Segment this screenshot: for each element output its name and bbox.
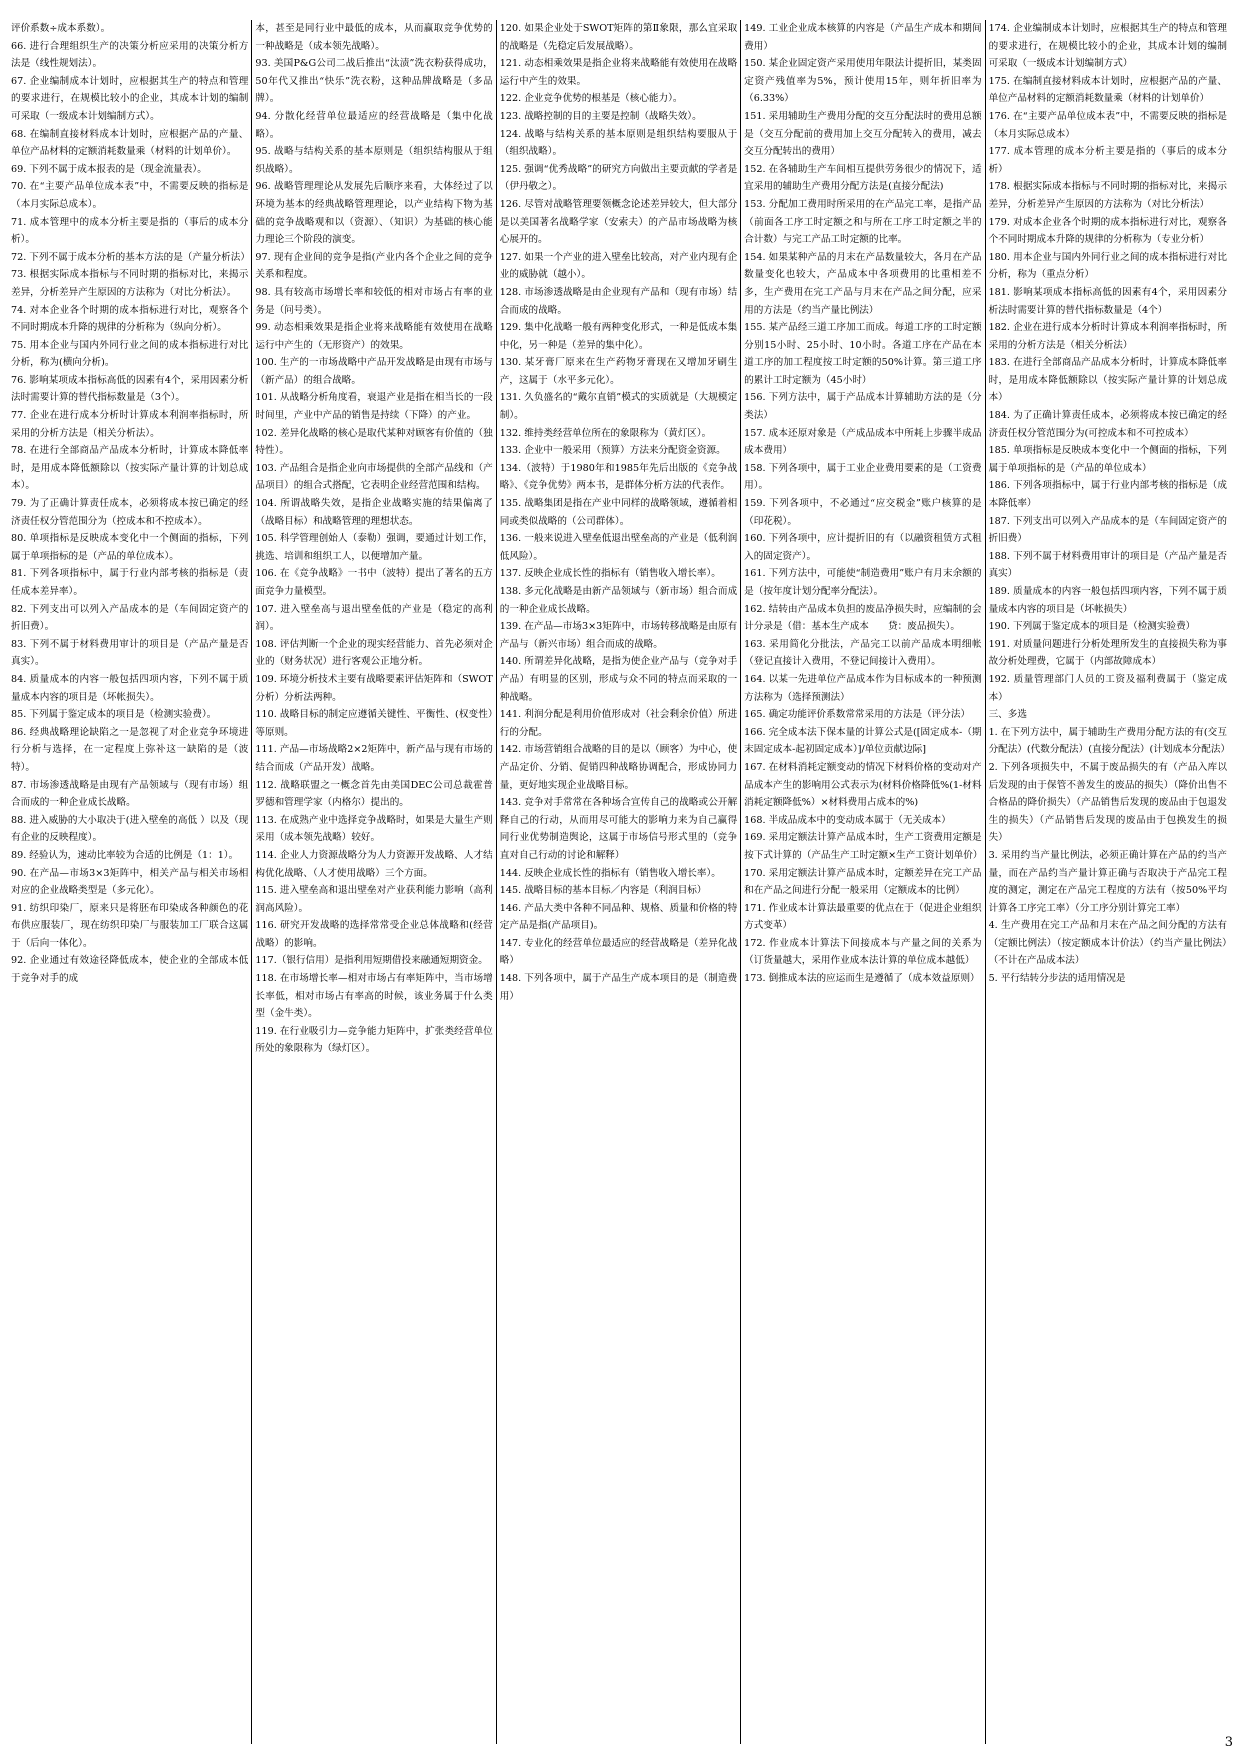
question-entry: 112. 战略联盟之一概念首先由美国DEC公司总裁霍普罗德和管理学家（内格尔）提出的。 — [255, 779, 493, 809]
question-entry: 155. 某产品经三道工序加工而成。每道工序的工时定额分别15小时、25小时、10小时。各道工序在产品在本道工序的加工程度按工时定额的50%计算。第三道工序的累计工时定额为（45小时） — [744, 322, 982, 386]
question-entry: 157. 成本还原对象是（产成品成本中所耗上步骤半成品成本费用） — [744, 427, 982, 457]
question-entry: 175. 在编制直接材料成本计划时，应根据产品的产量、单位产品材料的定额消耗数量乘（材料的计划单价） — [988, 75, 1227, 105]
page-number: 3 — [1224, 1735, 1233, 1750]
question-entry: 72. 下列不属于成本分析的基本方法的是（产量分析法） — [11, 251, 250, 263]
question-entry: 126. 尽管对战略管理要领概念论述差异较大，但大部分是以美国著名战略学家（安索夫）的产品市场战略为核心展开的。 — [499, 198, 738, 246]
question-entry: 176. 在“主要产品单位成本表”中，不需要反映的指标是（本月实际总成本） — [988, 110, 1227, 140]
question-entry: 161. 下列方法中，可能使“制造费用”账户有月末余额的是（按年度计划分配率分配法）。 — [744, 568, 982, 597]
question-entry: 74. 对本企业各个时期的成本指标进行对比，观察各个不同时期成本升降的规律的分析称为（纵向分析）。 — [11, 304, 249, 334]
question-entry: 95. 战略与结构关系的基本原则是（组织结构服从于组织战略）。 — [255, 146, 493, 175]
question-entry: 120. 如果企业处于SWOT矩阵的第Ⅱ象限，那么宜采取的战略是（先稳定后发展战略）。 — [499, 23, 738, 52]
question-entry: 143. 竞争对手常常在各种场合宣传自己的战略或公开解释自己的行动，从而用尽可能大的影响力来为自己赢得同行业优势制造舆论，这属于市场信号形式里的（竞争直对自己行动的讨论和解释） — [499, 797, 738, 861]
question-entry: 128. 市场渗透战略是由企业现有产品和（现有市场）结合而成的战略。 — [499, 286, 738, 316]
question-entry: 66. 进行合理组织生产的决策分析应采用的决策分析方法是（线性规划法）。 — [11, 40, 249, 70]
question-entry: 110. 战略目标的制定应遵循关键性、平衡性、(权变性）等原则。 — [255, 709, 493, 738]
question-entry: 158. 下列各项中，属于工业企业费用要素的是（工资费用）。 — [744, 462, 982, 492]
question-entry: 89. 经验认为，速动比率较为合适的比例是（1：1）。 — [11, 849, 239, 861]
question-entry: 88. 进入威胁的大小取决于(进入壁垒的高低 ）以及（现有企业的反映程度）。 — [11, 814, 249, 844]
question-entry: 115. 进入壁垒高和退出壁垒对产业获利能力影响（高利润高风险）。 — [255, 885, 493, 914]
question-entry: 152. 在各辅助生产车间相互提供劳务很少的情况下，适宜采用的辅助生产费用分配方法是(直接分配法) — [744, 163, 982, 193]
question-entry: 78. 在进行全部商品产品成本分析时，计算成本降低率时，是用成本降低额除以（按实际产量计算的计划总成本）。 — [11, 445, 249, 492]
question-entry: 160. 下列各项中，应计提折旧的有（以融资租赁方式租入的固定资产）。 — [744, 533, 982, 562]
question-entry: 123. 战略控制的目的主要是控制（战略失效）。 — [499, 110, 702, 122]
question-entry: 135. 战略集团是指在产业中同样的战略领域，遵循着相同或类似战略的（公司群体）。 — [499, 498, 738, 527]
question-entry: 79. 为了正确计算责任成本，必须将成本按已确定的经济责任权分管范围分为（控成本和不控成本）。 — [11, 498, 249, 527]
question-entry: 180. 用本企业与国内外同行业之间的成本指标进行对比分析，称为（重点分析） — [988, 251, 1227, 281]
question-entry: 137. 反映企业成长性的指标有（销售收入增长率）。 — [499, 568, 721, 580]
question-entry: 75. 用本企业与国内外同行业之间的成本指标进行对比分析，称为(横向分析)。 — [11, 339, 249, 369]
question-entry: 本，甚至是同行业中最低的成本，从而赢取竞争优势的一种战略是（成本领先战略）。 — [255, 23, 493, 52]
question-entry: 146. 产品大类中各种不同品种、规格、质量和价格的特定产品是指(产品项目)。 — [499, 902, 738, 932]
question-entry: 96. 战略管理理论从发展先后顺序来看，大体经过了以环境为基本的经典战略管理理论，以产业结构下物为基础的竞争战略观和以（资源）、（知识）为基础的核心能力理论三个阶段的演变。 — [255, 181, 493, 246]
column-5 — [986, 20, 1230, 1744]
question-entry: 80. 单项指标是反映成本变化中一个侧面的指标，下列属于单项指标的是（产品的单位成本）。 — [11, 533, 249, 562]
question-entry: 150. 某企业固定资产采用使用年限法计提折旧，某类固定资产残值率为5%，预计使用15年，则年折旧率为（6.33%） — [744, 58, 982, 105]
question-entry: 142. 市场营销组合战略的目的是以（顾客）为中心，使产品定价、分销、促销四种战略协调配合，形成协同力量，更好地实现企业战略目标。 — [499, 744, 738, 791]
question-entry: 181. 影响某项成本指标高低的因素有4个，采用因素分析法时需要计算的替代指标数量是（4个） — [988, 286, 1227, 316]
question-entry: 130. 某牙膏厂原来在生产药物牙膏现在又增加牙刷生产，这属于（水平多元化）。 — [499, 357, 738, 386]
question-entry: 92. 企业通过有效途径降低成本，使企业的全部成本低于竞争对手的成 — [11, 955, 249, 985]
question-entry: 评价系数÷成本系数）。 — [11, 23, 111, 34]
column-2 — [252, 20, 496, 1744]
question-entry: 133. 企业中一般采用（预算）方法来分配资金资源。 — [499, 445, 726, 457]
question-entry: 68. 在编制直接材料成本计划时，应根据产品的产量、单位产品材料的定额消耗数量乘（材料的计划单价）。 — [11, 128, 249, 158]
question-entry: 87. 市场渗透战略是由现有产品领域与（现有市场）组合而成的一种企业成长战略。 — [11, 779, 249, 809]
question-entry: 118. 在市场增长率—相对市场占有率矩阵中，当市场增长率低，相对市场占有率高的时候，该业务属于什么类型（金牛类）。 — [255, 973, 493, 1020]
question-entry: 163. 采用简化分批法，产品完工以前产品成本明细帐（登记直接计入费用，不登记间接计入费用）。 — [744, 638, 982, 668]
question-entry: 119. 在行业吸引力—竞争能力矩阵中，扩张类经营单位所处的象限称为（绿灯区）。 — [255, 1025, 493, 1055]
question-entry: 111. 产品—市场战略2×2矩阵中，新产品与现有市场的结合而成（产品开发）战略。 — [255, 744, 493, 773]
question-entry: 191. 对质量问题进行分析处理所发生的直接损失称为事故分析处理费，它属于（内部故障成本） — [988, 638, 1227, 668]
question-entry: 73. 根据实际成本指标与不同时期的指标对比，来揭示差异，分析差异产生原因的方法称为（对比分析法）。 — [11, 269, 249, 298]
question-entry: 85. 下列属于鉴定成本的项目是（检测实验费）。 — [11, 709, 217, 721]
question-entry: 108. 评估判断一个企业的现实经营能力、首先必须对企业的（财务状况）进行客观公正地分析。 — [255, 638, 493, 668]
question-entry: 169. 采用定额法计算产品成本时，生产工资费用定额是按下式计算的（产品生产工时定额×生产工资计划单价） — [744, 832, 983, 861]
question-entry: 70. 在“主要产品单位成本表”中，不需要反映的指标是（本月实际总成本）。 — [11, 181, 249, 210]
question-entry: 164. 以某一先进单位产品成本作为目标成本的一种预测方法称为（选择预测法） — [744, 673, 982, 703]
question-entry: 127. 如果一个产业的进入壁垒比较高，对产业内现有企业的威胁就（越小）。 — [499, 251, 738, 281]
question-entry: 129. 集中化战略一般有两种变化形式，一种是低成本集中化，另一种是（差异的集中化）。 — [499, 322, 738, 351]
question-entry: 125. 强调“优秀战略”的研究方向做出主要贡献的学者是（伊丹敬之）。 — [499, 163, 738, 193]
question-entry: 三、多选 — [988, 709, 1027, 721]
column-4 — [741, 20, 985, 1744]
question-entry: 144. 反映企业成长性的指标有（销售收入增长率）。 — [499, 867, 721, 879]
question-entry: 98. 具有较高市场增长率和较低的相对市场占有率的业务是（问号类）。 — [255, 286, 493, 316]
question-entry: 153. 分配加工费用时所采用的在产品完工率，是指产品（前面各工序工时定额之和与所在工序工时定额之半的合计数）与完工产品工时定额的比率。 — [744, 198, 982, 246]
question-entry: 184. 为了正确计算责任成本，必须将成本按已确定的经济责任权分管范围分为(可控成本和不可控成本） — [988, 410, 1227, 439]
question-entry: 156. 下列方法中，属于产品成本计算辅助方法的是（分类法） — [744, 392, 982, 422]
question-entry: 174. 企业编制成本计划时，应根据其生产的特点和管理的要求进行，在规模比较小的企业，其成本计划的编制可采取（一级成本计划编制方式） — [988, 23, 1227, 70]
question-entry: 81. 下列各项指标中，属于行业内部考核的指标是（责任成本差异率）。 — [11, 568, 249, 597]
question-entry: 168. 半成品成本中的变动成本属于（无关成本） — [744, 814, 951, 826]
question-entry: 186. 下列各项指标中，属于行业内部考核的指标是（成本降低率） — [988, 480, 1227, 510]
question-entry: 178. 根据实际成本指标与不同时期的指标对比，来揭示差异，分析差异产生原因的方法称为（对比分析法） — [988, 181, 1227, 210]
question-entry: 171. 作业成本计算法最重要的优点在于（促进企业组织方式变革） — [744, 902, 982, 932]
column-3 — [497, 20, 741, 1744]
question-entry: 147. 专业化的经营单位最适应的经营战略是（差异化战略） — [499, 937, 738, 967]
question-entry: 139. 在产品—市场3×3矩阵中，市场转移战略是由原有产品与（新兴市场）组合而成的战略。 — [499, 621, 738, 650]
question-entry: 107. 进入壁垒高与退出壁垒低的产业是（稳定的高利润）。 — [255, 603, 493, 633]
question-entry: 86. 经典战略理论缺陷之一是忽视了对企业竞争环境进行分析与选择，在一定程度上弥补这一缺陷的是（波特）。 — [11, 726, 249, 773]
question-entry: 182. 企业在进行成本分析时计算成本利润率指标时，所采用的分析方法是（相关分析法） — [988, 322, 1227, 351]
question-entry: 188. 下列不属于材料费用审计的项目是（产品产量是否真实） — [988, 550, 1227, 580]
question-entry: 177. 成本管理的成本分析主要是指的（事后的成本分析） — [988, 146, 1227, 175]
question-entry: 183. 在进行全部商品产品成本分析时，计算成本降低率时，是用成本降低额除以（按实际产量计算的计划总成本） — [988, 357, 1227, 404]
question-entry: 100. 生产的一市场战略中产品开发战略是由现有市场与（新产品）的组合战略。 — [255, 357, 493, 386]
question-entry: 122. 企业竞争优势的根基是（核心能力）。 — [499, 93, 683, 105]
question-entry: 76. 影响某项成本指标高低的因素有4个，采用因素分析法时需要计算的替代指标数量是（3个）。 — [11, 374, 249, 404]
question-entry: 166. 完全成本法下保本量的计算公式是([固定成本-（期末固定成本-起初固定成本）]/单位贡献边际] — [744, 726, 982, 756]
question-entry: 131. 久负盛名的“戴尔直销”模式的实质就是（大规模定制）。 — [499, 392, 738, 422]
question-entry: 94. 分散化经营单位最适应的经营战略是（集中化战略）。 — [255, 110, 493, 140]
question-entry: 145. 战略目标的基本目标／内容是（利润目标） — [499, 885, 707, 897]
question-entry: 71. 成本管理中的成本分析主要是指的（事后的成本分析）。 — [11, 216, 249, 246]
question-entry: 148. 下列各项中，属于产品生产成本项目的是（制造费用） — [499, 973, 738, 1002]
question-entry: 134.（波特）于1980年和1985年先后出版的《竞争战略》、《竞争优势》两本书，是群体分析方法的代表作。 — [499, 462, 738, 492]
question-entry: 90. 在产品—市场3×3矩阵中，相关产品与相关市场相对应的企业战略类型是（多元化）。 — [11, 867, 249, 897]
question-entry: 159. 下列各项中，不必通过“应交税金”账户核算的是（印花税）。 — [744, 498, 982, 527]
question-entry: 132. 维持类经营单位所在的象限称为（黄灯区）。 — [499, 427, 712, 439]
question-entry: 121. 动态相乘效果是指企业将来战略能有效使用在战略运行中产生的效果。 — [499, 58, 738, 87]
question-entry: 91. 纺织印染厂，原来只是将胚布印染成各种颜色的花布供应服装厂，现在纺织印染厂与服装加工厂联合这属于（后向一体化）。 — [11, 902, 249, 949]
question-entry: 138. 多元化战略是由新产品领域与（新市场）组合而成的一种企业成长战略。 — [499, 586, 738, 615]
question-entry: 109. 环境分析技术主要有战略要素评估矩阵和（SWOT分析）分析法两种。 — [255, 673, 493, 703]
question-entry: 97. 现有企业间的竞争是指(产业内各个企业之间的竞争关系和程度。 — [255, 251, 493, 281]
question-entry: 67. 企业编制成本计划时，应根据其生产的特点和管理的要求进行，在规模比较小的企业，其成本计划的编制可采取（一级成本计划编制方式）。 — [11, 75, 249, 122]
question-entry: 101. 从战略分析角度看，衰退产业是指在相当长的一段时间里，产业中产品的销售是持续（下降）的产业。 — [255, 392, 493, 422]
question-entry: 84. 质量成本的内容一般包括四项内容，下列不属于质量成本内容的项目是（坏帐损失）。 — [11, 673, 249, 703]
question-entry: 154. 如果某种产品的月末在产品数量较大，各月在产品数量变化也较大，产品成本中各项费用的比重相差不多，生产费用在完工产品与月末在产品之间分配，应采用的方法是（约当产量比例法） — [744, 251, 982, 316]
question-entry: 83. 下列不属于材料费用审计的项目是（产品产量是否真实）。 — [11, 638, 249, 668]
question-entry: 106. 在《竞争战略》一书中（波特）提出了著名的五方面竞争力量模型。 — [255, 568, 493, 597]
question-entry: 113. 在成熟产业中选择竞争战略时，如果是大量生产则采用（成本领先战略）较好。 — [255, 814, 493, 844]
question-entry: 77. 企业在进行成本分析时计算成本利润率指标时，所采用的分析方法是（相关分析法）。 — [11, 410, 249, 439]
question-entry: 151. 采用辅助生产费用分配的交互分配法时的费用总额是（交互分配前的费用加上交互分配转入的费用，减去交互分配转出的费用） — [744, 110, 982, 158]
question-entry: 167. 在材料消耗定额变动的情况下材料价格的变动对产品成本产生的影响用公式表示为(材料价格降低%(1-材料消耗定额降低%）×材料费用占成本的%) — [744, 761, 982, 809]
question-entry: 105. 科学管理创始人（泰勒）强调，要通过计划工作，挑选、培训和组织工人，以便增加产量。 — [255, 533, 493, 562]
question-entry: 2. 下列各项损失中，不属于废品损失的有（产品入库以后发现的由于保管不善发生的废品的损失）（降价出售不合格品的降价损失）（产品销售后发现的废品由于包退发生的损失）（产品销售后发现的废品由于包换发生的损失） — [988, 761, 1227, 844]
question-entry: 3. 采用约当产量比例法，必须正确计算在产品的约当产量，而在产品约当产量计算正确与否取决于产品完工程度的测定，测定在产品完工程度的方法有（按50%平均计算各工序完工率）（分工序分别计算完工率） — [988, 849, 1227, 914]
question-entry: 165. 确定功能评价系数常常采用的方法是（评分法） — [744, 709, 971, 721]
question-entry: 104. 所谓战略失效，是指企业战略实施的结果偏离了（战略目标）和战略管理的理想状态。 — [255, 498, 493, 527]
question-entry: 192. 质量管理部门人员的工资及福利费属于（鉴定成本） — [988, 673, 1227, 703]
question-entry: 149. 工业企业成本核算的内容是（产品生产成本和期间费用） — [744, 23, 982, 52]
question-entry: 4. 生产费用在完工产品和月末在产品之间分配的方法有（定额比例法）（按定额成本计价法）（约当产量比例法）（不计在产品成本法） — [988, 920, 1227, 967]
question-entry: 117.（银行信用）是指利用短期借投来融通短期资金。 — [255, 955, 488, 967]
question-entry: 172. 作业成本计算法下间接成本与产量之间的关系为（订货量越大，采用作业成本法计算的单位成本越低） — [744, 937, 982, 967]
question-entry: 185. 单项指标是反映成本变化中一个侧面的指标，下列属于单项指标的是（产品的单位成本） — [988, 445, 1227, 474]
question-entry: 190. 下列属于鉴定成本的项目是（检测实验费） — [988, 621, 1196, 633]
question-entry: 189. 质量成本的内容一般包括四项内容，下列不属于质量成本内容的项目是（坏帐损失） — [988, 586, 1227, 615]
question-entry: 116. 研究开发战略的选择常常受企业总体战略和(经营战略）的影响。 — [255, 920, 493, 949]
text-page — [8, 20, 1230, 1744]
question-entry: 82. 下列支出可以列入产品成本的是（车间固定资产的折旧费）。 — [11, 603, 249, 633]
question-entry: 179. 对成本企业各个时期的成本指标进行对比，观察各个不同时期成本升降的规律的分析称为（专业分析） — [988, 216, 1227, 246]
question-entry: 1. 在下列方法中，属于辅助生产费用分配方法的有(交互分配法）(代数分配法）(直接分配法）(计划成本分配法） — [988, 726, 1230, 756]
question-entry: 103. 产品组合是指企业向市场提供的全部产品线和（产品项目）的组合式搭配，它表明企业经营范围和结构。 — [255, 462, 493, 492]
question-entry: 173. 倒推成本法的应运而生是遵循了（成本效益原则） — [744, 973, 980, 985]
question-entry: 102. 差异化战略的核心是取代某种对顾客有价值的（独特性）。 — [255, 427, 493, 457]
question-entry: 170. 采用定额法计算产品成本时，定额差异在完工产品和在产品之间进行分配一般采用（定额成本的比例） — [744, 867, 982, 897]
question-entry: 5. 平行结转分步法的适用情况是 — [988, 973, 1126, 985]
column-1 — [8, 20, 252, 1744]
question-entry: 140. 所谓差异化战略，是指为使企业产品与（竞争对手产品）有明显的区别，形成与众不同的特点而采取的一种战略。 — [499, 656, 738, 703]
question-entry: 162. 结转由产品成本负担的废品净损失时，应编制的会计分录是（借：基本生产成本 贷：废品损失）。 — [744, 603, 982, 633]
question-entry: 141. 利润分配是利用价值形成对（社会剩余价值）所进行的分配。 — [499, 709, 738, 738]
question-entry: 114. 企业人力资源战略分为人力资源开发战略、人才结构优化战略、（人才使用战略）三个方面。 — [255, 849, 493, 879]
question-entry: 136. 一般来说进入壁垒低退出壁垒高的产业是（低利润低风险）。 — [499, 533, 738, 562]
question-entry: 187. 下列支出可以列入产品成本的是（车间固定资产的折旧费） — [988, 515, 1227, 545]
question-entry: 99. 动态相乘效果是指企业将来战略能有效使用在战略运行中产生的（无形资产）的效果。 — [255, 322, 493, 351]
question-entry: 93. 美国P&G公司二战后推出“汰渍”洗衣粉获得成功，50年代又推出“快乐”洗衣粉，这种品牌战略是（多品牌）。 — [255, 58, 493, 105]
question-entry: 124. 战略与结构关系的基本原则是组织结构要服从于（组织战略）。 — [499, 128, 738, 158]
question-entry: 69. 下列不属于成本报表的是（现金流量表）。 — [11, 163, 207, 175]
